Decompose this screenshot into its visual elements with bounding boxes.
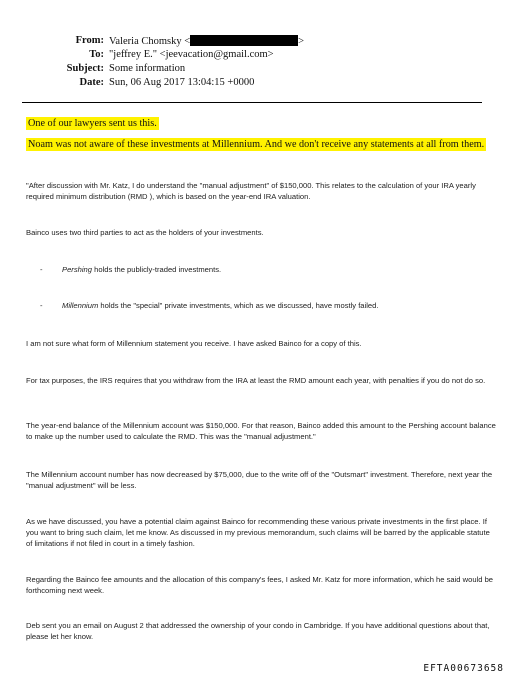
paragraph-tax-purposes: For tax purposes, the IRS requires that you withdraw from the IRA at least the RMD amount each year, with penalties if you do not do so. [26,376,486,385]
bullet-name: Pershing [62,265,92,274]
bullet-text: holds the "special" private investments, which as we discussed, have mostly failed. [98,301,379,310]
bullet-dash: - [40,301,43,310]
paragraph-potential-claim: As we have discussed, you have a potential claim against Bainco for recommending these various private investments in the first place. If you want to bring such claim, let me know. As discussed in my previous memorandum, such claims will be barred by the applicable statute of limitations if not filed in court in a timely fashion. [26,517,490,548]
paragraph-year-end-balance: The year-end balance of the Millennium account was $150,000. For that reason, Bainco added this amount to the Pershing account balance to make up the number used to calculate the RMD. This was the "manual adjustment." [26,421,496,441]
highlight-note-1: One of our lawyers sent us this. [28,118,157,129]
from-value [109,35,304,47]
bates-number: EFTA00673658 [423,663,504,674]
bullet-name: Millennium [62,301,99,310]
bullet-dash: - [40,265,43,274]
date-value: Sun, 06 Aug 2017 13:04:15 +0000 [109,77,255,88]
to-label: To: [89,49,104,60]
from-suffix: > [298,36,305,47]
paragraph-statement: I am not sure what form of Millennium statement you receive. I have asked Bainco for a copy of this. [26,339,362,348]
from-name: Valeria Chomsky < [109,36,191,47]
date-label: Date: [79,77,104,88]
paragraph-account-decrease: The Millennium account number has now decreased by $75,000, due to the write off of the "Outsmart" investment. Therefore, next year the "manual adjustment" will be less. [26,470,493,490]
from-label: From: [75,35,104,46]
paragraph-manual-adjustment: "After discussion with Mr. Katz, I do understand the "manual adjustment" of $150,000. This relates to the calculation of your IRA yearly required minimum distribution (RMD ), which is based on the year-end IRA valuation. [26,181,476,201]
redaction-block [190,35,298,46]
paragraph-third-parties: Bainco uses two third parties to act as the holders of your investments. [26,228,264,237]
subject-label: Subject: [66,63,104,74]
subject-value: Some information [109,63,186,74]
paragraph-condo: Deb sent you an email on August 2 that addressed the ownership of your condo in Cambridge. If you have additional questions about that, please let her know. [26,621,490,641]
header-divider [22,102,482,103]
bullet-pershing [40,264,221,275]
to-value: "jeffrey E." <jeevacation@gmail.com> [109,49,274,60]
highlight-note-2: Noam was not aware of these investments at Millennium. And we don't receive any statements at all from them. [28,139,485,150]
bullet-text: holds the publicly-traded investments. [91,265,222,274]
bullet-millennium [40,300,378,311]
paragraph-fee-amounts: Regarding the Bainco fee amounts and the allocation of this company's fees, I asked Mr. Katz for more information, which he said would be forthcoming next week. [26,575,494,595]
